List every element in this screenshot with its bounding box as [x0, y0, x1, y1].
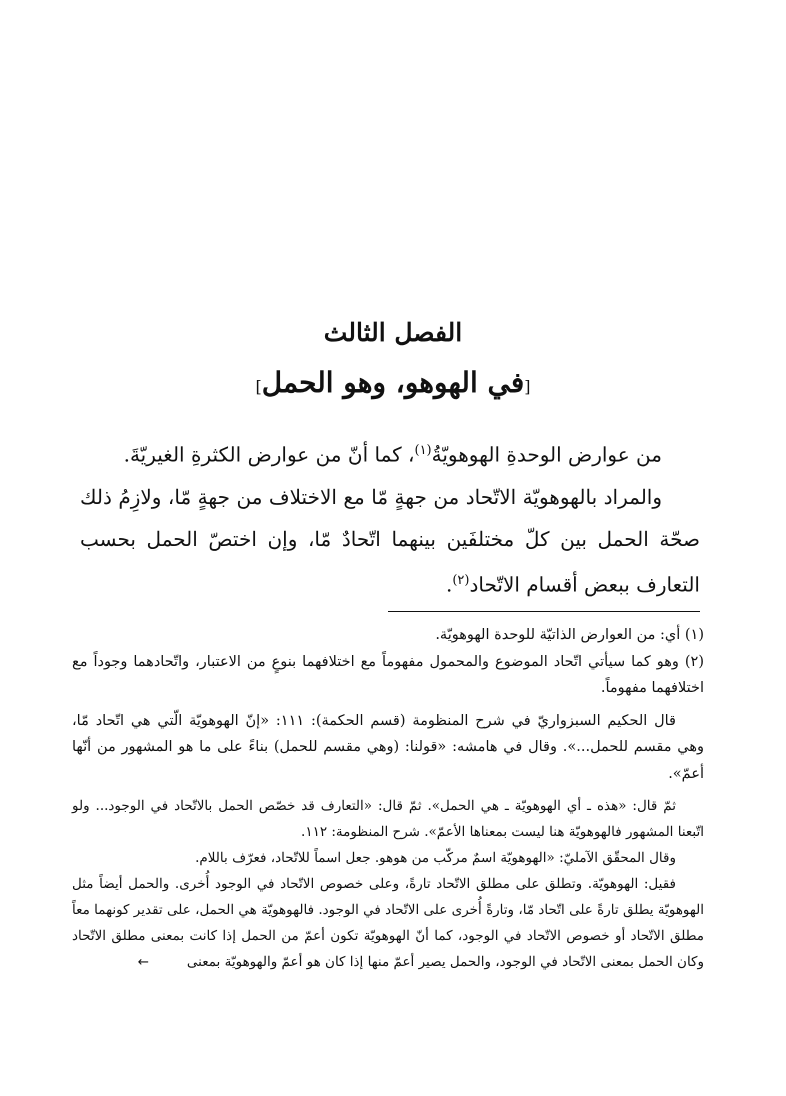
- continue-arrow-icon: ←: [137, 954, 149, 970]
- chapter-subtitle-text: في الهوهو، وهو الحمل: [261, 366, 525, 399]
- paragraph-1-rest: ، كما أنّ من عوارض الكثرةِ الغيريّةَ.: [123, 442, 415, 467]
- paragraph-2-end: .: [445, 572, 453, 597]
- paragraph-2: [80, 476, 700, 606]
- chapter-subtitle: [0, 366, 786, 399]
- footnote-1: (١) أي: من العوارض الذاتيّة للوحدة الهوهويّة.: [435, 627, 704, 643]
- main-text: [80, 430, 700, 605]
- footnote-2-quote-1: قال الحكيم السبزواريّ في شرح المنظومة (قسم الحكمة): ١١١: «إنّ الهوهويّة الّتي هي اتّحاد مّا، وهي مقسم للحمل...». وقال في هامشه: «قولنا: (وهي مقسم للحمل) بناءً على ما هو المشهور من أنّها أعمّ».: [72, 712, 704, 782]
- bracket-open: [: [524, 377, 531, 396]
- footnote-2-quote-4: [72, 871, 704, 975]
- footnote-ref-2: (٢): [452, 572, 470, 588]
- footnote-separator: [388, 611, 700, 612]
- bracket-close: ]: [255, 377, 262, 396]
- footnote-2: (٢) وهو كما سيأتي اتّحاد الموضوع والمحمول مفهوماً مع اختلافهما بنوعٍ من الاعتبار، واتّحادهما وجوداً مع اختلافهما مفهوماً.: [72, 653, 704, 696]
- paragraph-2-text: والمراد بالهوهويّة الاتّحاد من جهةٍ مّا مع الاختلاف من جهةٍ مّا، ولازِمُ ذلك صحّة الحمل بين كلّ مختلفَين بينهما اتّحادٌ مّا، وإن اختصّ الحمل بحسب التعارف ببعض أقسام الاتّحاد: [80, 484, 700, 597]
- chapter-title: الفصل الثالث: [323, 318, 463, 347]
- footnotes: [72, 622, 704, 975]
- footnote-2-quote-4-text: فقيل: الهوهويّة. وتطلق على مطلق الاتّحاد تارةً، وعلى خصوص الاتّحاد في الوجود أُخرى. والحمل أيضاً مثل الهوهويّة يطلق تارةً على اتّحاد مّا، وتارةً أُخرى على الاتّحاد في الوجود. فالهوهويّة هي الحمل، على تقدير كونهما معاً مطلق الاتّحاد أو خصوص الاتّحاد في الوجود، كما أنّ الهوهويّة تكون أعمّ من الحمل إذا كانت بمعنى مطلق الاتّحاد وكان الحمل بمعنى الاتّحاد في الوجود، والحمل يصير أعمّ منها إذا كان هو أعمّ والهوهويّة بمعنى: [72, 876, 704, 970]
- footnote-ref-1: (١): [414, 443, 432, 458]
- footnote-2-quote-2: ثمّ قال: «هذه ـ أي الهوهويّة ـ هي الحمل». ثمّ قال: «التعارف قد خصّص الحمل بالاتّحاد في الوجود... ولو اتّبعنا المشهور فالهوهويّة هنا ليست بمعناها الأعمّ». شرح المنظومة: ١١٢.: [72, 798, 704, 840]
- paragraph-1-text: من عوارض الوحدةِ الهوهويّةُ: [431, 442, 662, 467]
- footnote-2-quote-3: وقال المحقّق الآمليّ: «الهوهويّة اسمٌ مركّب من هوهو. جعل اسماً للاتّحاد، فعرّف باللام.: [195, 850, 676, 866]
- paragraph-1: [80, 430, 700, 476]
